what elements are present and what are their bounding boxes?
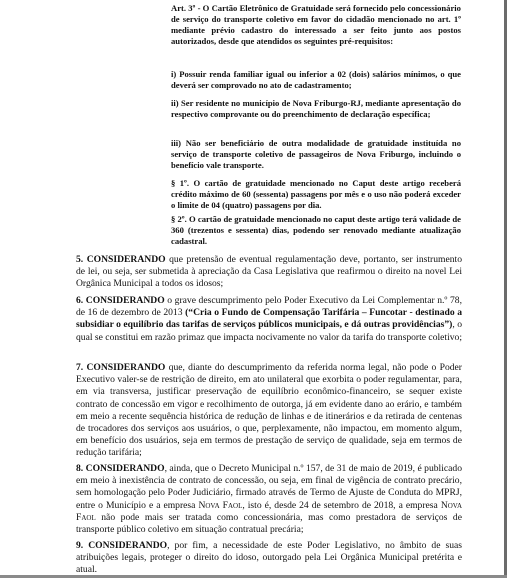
considerando-8-company-2: Nova Faol: [76, 499, 463, 523]
quoted-article-3: [171, 3, 461, 47]
considerando-7-number: 7.: [76, 362, 87, 373]
par1-text: § 1º. O cartão de gratuidade mencionado no Caput deste artigo receberá crédito máximo de 60 (sessenta) passagens por mês e o uso não poderá exceder o limite de 04 (quatro) passagens por dia.: [171, 178, 461, 210]
considerando-6-text-a: o grave descumprimento pelo Poder Executivo da Lei Complementar n.º 78, de 16 de dezembro de 2013: [76, 295, 462, 319]
considerando-5: [76, 254, 462, 291]
considerando-8-number: 8.: [76, 463, 86, 474]
considerando-8-keyword: CONSIDERANDO: [85, 463, 165, 474]
considerando-8-text-a: , ainda, que o Decreto Municipal n.º 157, de 31 de maio de 2019, é publicado em meio à inexistência de contrato de concessão, ou seja, em final de vigência de contrato precário, sem homologação pelo Poder Judiciário, firmado através de Termo de Ajuste de Conduta do MPRJ, entre o Município e a empresa: [76, 463, 462, 511]
quoted-item-i: [171, 69, 461, 91]
quoted-paragraph-1: [171, 178, 461, 211]
considerando-9-keyword: CONSIDERANDO: [88, 540, 168, 551]
art3-lead: Art. 3º: [171, 3, 196, 13]
considerando-5-keyword: CONSIDERANDO: [86, 254, 166, 265]
considerando-7-text: que, diante do descumprimento da referida norma legal, não pode o Poder Executivo valer-se de restrição de direito, em ato unilateral que exorbita o poder regulamentar, para, em via transversa, justificar preservação de equilíbrio econômico-financeiro, se sequer existe contrato de concessão em vigor e recolhimento de outorga, já em evidente dano ao erário, e também em meio a recente sequência histórica de redução de linhas e de itinerários e da retirada de centenas de trocadores dos serviços aos usuários, o que, perplexamente, não impactou, em momento algum, em benefício dos usuários, seja em termos de prestação de serviço de qualidade, seja em termos de redução tarifária;: [76, 362, 462, 459]
item-i-text: i) Possuir renda familiar igual ou inferior a 02 (dois) salários mínimos, o que deverá ser comprovado no ato de cadastramento;: [171, 69, 461, 90]
considerando-6-number: 6.: [76, 295, 86, 306]
considerando-9-number: 9.: [76, 540, 89, 551]
considerando-8-text-c: não pode mais ser tratada como concessionária, mas como prestadora de serviços de transporte público coletivo em situação contratual precária;: [76, 511, 462, 536]
art3-paragraph: [171, 3, 461, 47]
considerando-8-company-1: Nova Faol: [198, 499, 243, 511]
item-iii-text: iii) Não ser beneficiário de outra modalidade de gratuidade instituída no serviço de transporte coletivo de passageiros de Nova Friburgo, incluindo o benefício vale transporte.: [171, 138, 461, 170]
art3-body: - O Cartão Eletrônico de Gratuidade será fornecido pelo concessionário de serviço do transporte coletivo em favor do cidadão mencionado no art. 1º mediante prévio cadastro do interessado a ser feito junto aos postos autorizados, desde que atendidos os seguintes pré-requisitos:: [171, 3, 461, 46]
item-ii-text: ii) Ser residente no município de Nova Friburgo-RJ, mediante apresentação do respectivo comprovante ou do preenchimento de declaração específica;: [171, 98, 461, 119]
considerando-8-text-b: , isto é, desde 24 de setembro de 2018, a empresa: [242, 499, 441, 511]
considerando-7: [76, 362, 462, 460]
considerando-6-keyword: CONSIDERANDO: [85, 295, 165, 306]
par2-text: § 2º. O cartão de gratuidade mencionado no caput deste artigo terá validade de 360 (trezentos e sessenta) dias, podendo ser renovado mediante atualização cadastral.: [171, 214, 461, 246]
considerando-7-keyword: CONSIDERANDO: [86, 362, 166, 373]
considerando-9: [76, 540, 462, 577]
quoted-paragraph-2: [171, 214, 461, 247]
considerando-8: [76, 463, 462, 536]
considerando-5-text: que pretensão de eventual regulamentação deve, portanto, ser instrumento de lei, ou seja, ser submetida à apreciação da Casa Legislativa que reafirmou o direito na novel Lei Orgânica Municipal a todos os idosos;: [76, 254, 463, 290]
considerando-6: [76, 295, 462, 344]
quoted-item-ii: [171, 98, 461, 120]
quoted-item-iii: [171, 138, 461, 171]
considerando-6-text-b: , o qual se constitui em razão primaz que impacta nocivamente no valor da tarifa do transporte coletivo;: [76, 319, 463, 343]
considerando-6-law-title: (“Cria o Fundo de Compensação Tarifária – Funcotar - destinado a subsidiar o equilíbrio das tarifas de serviços públicos municipais, e dá outras providências”): [76, 307, 462, 331]
considerando-9-text: , por fim, a necessidade de este Poder Legislativo, no âmbito de suas atribuições legais, proteger o direito do idoso, outorgado pela Lei Orgânica Municipal pretérita e atual.: [76, 540, 463, 576]
considerando-5-number: 5.: [76, 254, 87, 265]
